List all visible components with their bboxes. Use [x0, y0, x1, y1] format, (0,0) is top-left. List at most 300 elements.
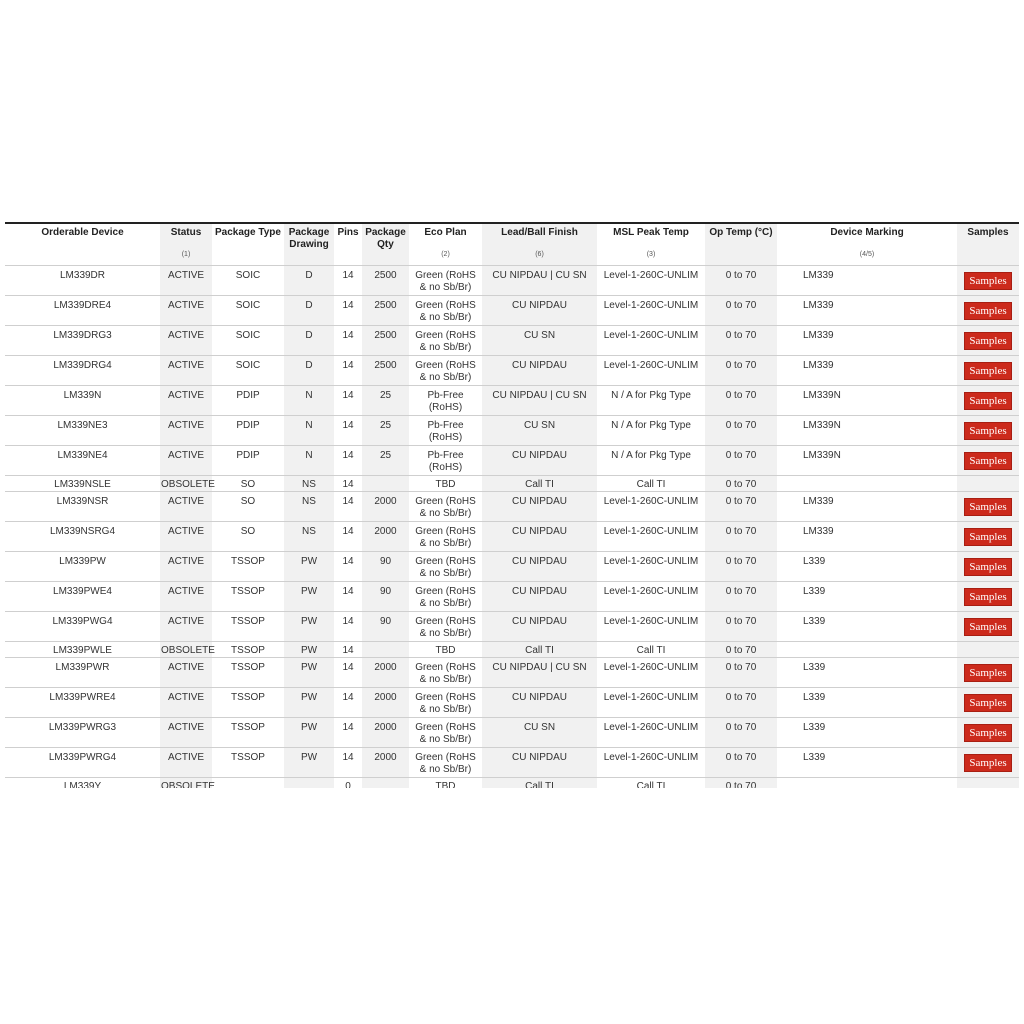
cell-package-drawing: PW: [284, 612, 334, 642]
cell-package-drawing: NS: [284, 492, 334, 522]
eco-plan-line-2: & no Sb/Br): [419, 764, 472, 775]
cell-op-temp: 0 to 70: [705, 416, 777, 446]
cell-pins: 14: [334, 658, 362, 688]
cell-msl-peak-temp: Level-1-260C-UNLIM: [597, 582, 705, 612]
cell-samples: [957, 658, 1019, 688]
cell-op-temp: 0 to 70: [705, 492, 777, 522]
table-row: [5, 386, 1019, 416]
cell-msl-peak-temp: Level-1-260C-UNLIM: [597, 326, 705, 356]
samples-button[interactable]: Samples: [964, 272, 1012, 290]
eco-plan-line-1: Green (RoHS: [415, 662, 476, 673]
cell-orderable-device: LM339Y: [5, 778, 160, 789]
cell-package-drawing: PW: [284, 688, 334, 718]
table-row: [5, 642, 1019, 658]
cell-samples: [957, 522, 1019, 552]
cell-package-qty: 25: [362, 446, 409, 476]
table-row: [5, 552, 1019, 582]
note-eco-plan: (2): [409, 251, 482, 266]
cell-package-drawing: N: [284, 386, 334, 416]
cell-orderable-device: LM339PWRG4: [5, 748, 160, 778]
eco-plan-line-1: Pb-Free: [427, 450, 464, 461]
cell-samples: [957, 612, 1019, 642]
cell-samples: [957, 266, 1019, 296]
cell-eco-plan: [409, 416, 482, 446]
cell-msl-peak-temp: N / A for Pkg Type: [597, 386, 705, 416]
table-row: [5, 778, 1019, 789]
cell-package-qty: 2000: [362, 718, 409, 748]
cell-package-drawing: [284, 778, 334, 789]
cell-samples: [957, 582, 1019, 612]
eco-plan-line-2: & no Sb/Br): [419, 598, 472, 609]
cell-status: ACTIVE: [160, 748, 212, 778]
cell-pins: 14: [334, 492, 362, 522]
cell-package-qty: 2500: [362, 356, 409, 386]
samples-button[interactable]: Samples: [964, 452, 1012, 470]
cell-lead-ball-finish: CU NIPDAU: [482, 748, 597, 778]
cell-package-drawing: D: [284, 356, 334, 386]
cell-package-qty: 2500: [362, 296, 409, 326]
cell-op-temp: 0 to 70: [705, 386, 777, 416]
cell-lead-ball-finish: Call TI: [482, 642, 597, 658]
samples-button[interactable]: Samples: [964, 528, 1012, 546]
cell-orderable-device: LM339DRG3: [5, 326, 160, 356]
cell-eco-plan: [409, 446, 482, 476]
cell-status: OBSOLETE: [160, 642, 212, 658]
cell-status: ACTIVE: [160, 356, 212, 386]
note-op-temp: [705, 251, 777, 266]
note-samples: [957, 251, 1019, 266]
eco-plan-line-2: & no Sb/Br): [419, 734, 472, 745]
note-device-marking: (4/5): [777, 251, 957, 266]
cell-status: ACTIVE: [160, 552, 212, 582]
header-samples: Samples: [957, 223, 1019, 251]
cell-package-drawing: D: [284, 296, 334, 326]
cell-device-marking: L339: [777, 748, 957, 778]
cell-lead-ball-finish: CU NIPDAU: [482, 582, 597, 612]
cell-pins: 14: [334, 522, 362, 552]
eco-plan-line-1: Green (RoHS: [415, 616, 476, 627]
cell-package-drawing: NS: [284, 522, 334, 552]
samples-button[interactable]: Samples: [964, 422, 1012, 440]
table-row: [5, 748, 1019, 778]
cell-msl-peak-temp: Level-1-260C-UNLIM: [597, 688, 705, 718]
cell-orderable-device: LM339NE3: [5, 416, 160, 446]
cell-eco-plan: [409, 778, 482, 789]
samples-button[interactable]: Samples: [964, 754, 1012, 772]
cell-device-marking: LM339N: [777, 386, 957, 416]
cell-lead-ball-finish: CU NIPDAU: [482, 612, 597, 642]
cell-orderable-device: LM339PWR: [5, 658, 160, 688]
table-body: [5, 266, 1019, 789]
cell-msl-peak-temp: Level-1-260C-UNLIM: [597, 296, 705, 326]
cell-samples: [957, 416, 1019, 446]
samples-button[interactable]: Samples: [964, 724, 1012, 742]
cell-op-temp: 0 to 70: [705, 326, 777, 356]
cell-op-temp: 0 to 70: [705, 476, 777, 492]
cell-package-type: TSSOP: [212, 688, 284, 718]
cell-package-qty: 90: [362, 552, 409, 582]
cell-package-drawing: PW: [284, 582, 334, 612]
note-pins: [334, 251, 362, 266]
cell-msl-peak-temp: Level-1-260C-UNLIM: [597, 658, 705, 688]
cell-device-marking: L339: [777, 612, 957, 642]
cell-lead-ball-finish: CU NIPDAU | CU SN: [482, 386, 597, 416]
header-device-marking: Device Marking: [830, 227, 904, 238]
cell-orderable-device: LM339DR: [5, 266, 160, 296]
samples-button[interactable]: Samples: [964, 694, 1012, 712]
cell-package-qty: [362, 642, 409, 658]
cell-status: OBSOLETE: [160, 778, 212, 789]
cell-pins: 14: [334, 356, 362, 386]
cell-msl-peak-temp: Level-1-260C-UNLIM: [597, 552, 705, 582]
cell-device-marking: LM339N: [777, 446, 957, 476]
cell-samples: [957, 446, 1019, 476]
cell-orderable-device: LM339NE4: [5, 446, 160, 476]
eco-plan-line-2: & no Sb/Br): [419, 312, 472, 323]
cell-package-drawing: N: [284, 446, 334, 476]
cell-lead-ball-finish: CU SN: [482, 718, 597, 748]
eco-plan-line-1: Green (RoHS: [415, 360, 476, 371]
eco-plan-line-2: & no Sb/Br): [419, 508, 472, 519]
cell-msl-peak-temp: N / A for Pkg Type: [597, 416, 705, 446]
eco-plan-line-1: Green (RoHS: [415, 692, 476, 703]
cell-package-qty: 25: [362, 416, 409, 446]
cell-package-drawing: PW: [284, 642, 334, 658]
eco-plan-line-1: Pb-Free: [427, 390, 464, 401]
cell-device-marking: LM339: [777, 326, 957, 356]
cell-eco-plan: [409, 612, 482, 642]
cell-device-marking: LM339: [777, 266, 957, 296]
note-package-qty: [362, 251, 409, 266]
cell-samples: [957, 356, 1019, 386]
note-orderable-device: [5, 251, 160, 266]
cell-package-type: PDIP: [212, 446, 284, 476]
cell-orderable-device: LM339DRE4: [5, 296, 160, 326]
table-row: [5, 416, 1019, 446]
cell-package-qty: [362, 476, 409, 492]
cell-pins: 14: [334, 386, 362, 416]
cell-samples: [957, 296, 1019, 326]
eco-plan-line-2: & no Sb/Br): [419, 628, 472, 639]
table-row: [5, 688, 1019, 718]
cell-lead-ball-finish: CU NIPDAU: [482, 552, 597, 582]
cell-pins: 14: [334, 552, 362, 582]
samples-button[interactable]: Samples: [964, 332, 1012, 350]
cell-op-temp: 0 to 70: [705, 266, 777, 296]
cell-orderable-device: LM339DRG4: [5, 356, 160, 386]
cell-samples: [957, 642, 1019, 658]
cell-op-temp: 0 to 70: [705, 356, 777, 386]
samples-button[interactable]: Samples: [964, 618, 1012, 636]
cell-lead-ball-finish: CU NIPDAU: [482, 688, 597, 718]
cell-eco-plan: [409, 492, 482, 522]
table-header-notes-row: [5, 251, 1019, 266]
cell-pins: 14: [334, 416, 362, 446]
header-eco-plan: Eco Plan: [424, 227, 467, 238]
cell-status: ACTIVE: [160, 416, 212, 446]
table-row: [5, 356, 1019, 386]
cell-eco-plan: [409, 658, 482, 688]
cell-device-marking: L339: [777, 582, 957, 612]
cell-samples: [957, 386, 1019, 416]
cell-orderable-device: LM339PWLE: [5, 642, 160, 658]
eco-plan-line-1: Pb-Free: [427, 420, 464, 431]
cell-msl-peak-temp: Level-1-260C-UNLIM: [597, 266, 705, 296]
samples-button[interactable]: Samples: [964, 588, 1012, 606]
eco-plan-line-2: (RoHS): [428, 462, 463, 473]
table-row: [5, 658, 1019, 688]
cell-package-qty: [362, 778, 409, 789]
cell-msl-peak-temp: Level-1-260C-UNLIM: [597, 356, 705, 386]
table-header-row: [5, 223, 1019, 251]
cell-op-temp: 0 to 70: [705, 296, 777, 326]
cell-package-qty: 2000: [362, 522, 409, 552]
samples-button[interactable]: Samples: [964, 498, 1012, 516]
cell-msl-peak-temp: Level-1-260C-UNLIM: [597, 522, 705, 552]
cell-status: ACTIVE: [160, 446, 212, 476]
header-package-drawing: Package Drawing: [284, 223, 334, 251]
cell-eco-plan: [409, 748, 482, 778]
eco-plan-line-1: Green (RoHS: [415, 722, 476, 733]
note-package-drawing: [284, 251, 334, 266]
cell-status: OBSOLETE: [160, 476, 212, 492]
cell-package-type: SO: [212, 522, 284, 552]
cell-orderable-device: LM339PW: [5, 552, 160, 582]
cell-eco-plan: [409, 688, 482, 718]
note-status: (1): [160, 251, 212, 266]
note-package-type: [212, 251, 284, 266]
cell-pins: 14: [334, 612, 362, 642]
cell-package-type: PDIP: [212, 416, 284, 446]
eco-plan-line-1: TBD: [435, 645, 456, 656]
cell-package-type: SOIC: [212, 266, 284, 296]
cell-package-qty: 2000: [362, 492, 409, 522]
cell-lead-ball-finish: CU NIPDAU | CU SN: [482, 266, 597, 296]
table-row: [5, 582, 1019, 612]
note-lead-ball-finish: (6): [482, 251, 597, 266]
header-status: Status: [160, 223, 212, 251]
cell-status: ACTIVE: [160, 658, 212, 688]
cell-msl-peak-temp: Level-1-260C-UNLIM: [597, 718, 705, 748]
cell-device-marking: LM339: [777, 492, 957, 522]
cell-eco-plan: [409, 642, 482, 658]
cell-package-type: TSSOP: [212, 582, 284, 612]
cell-orderable-device: LM339PWE4: [5, 582, 160, 612]
table-row: [5, 612, 1019, 642]
cell-samples: [957, 326, 1019, 356]
cell-device-marking: L339: [777, 658, 957, 688]
cell-orderable-device: LM339PWRE4: [5, 688, 160, 718]
cell-eco-plan: [409, 326, 482, 356]
eco-plan-line-1: Green (RoHS: [415, 526, 476, 537]
cell-package-qty: 2000: [362, 748, 409, 778]
cell-package-type: TSSOP: [212, 612, 284, 642]
cell-samples: [957, 688, 1019, 718]
header-lead-ball-finish: Lead/Ball Finish: [482, 223, 597, 251]
cell-orderable-device: LM339NSRG4: [5, 522, 160, 552]
cell-package-type: SOIC: [212, 296, 284, 326]
cell-eco-plan: [409, 266, 482, 296]
eco-plan-line-1: Green (RoHS: [415, 330, 476, 341]
cell-lead-ball-finish: CU SN: [482, 416, 597, 446]
cell-eco-plan: [409, 552, 482, 582]
cell-eco-plan: [409, 386, 482, 416]
eco-plan-line-1: Green (RoHS: [415, 752, 476, 763]
eco-plan-line-1: Green (RoHS: [415, 300, 476, 311]
cell-package-type: TSSOP: [212, 552, 284, 582]
header-package-qty: Package Qty: [362, 223, 409, 251]
cell-pins: 14: [334, 718, 362, 748]
cell-eco-plan: [409, 718, 482, 748]
cell-samples: [957, 552, 1019, 582]
cell-package-qty: 2000: [362, 688, 409, 718]
cell-eco-plan: [409, 476, 482, 492]
cell-orderable-device: LM339N: [5, 386, 160, 416]
cell-package-type: SOIC: [212, 326, 284, 356]
cell-lead-ball-finish: CU NIPDAU: [482, 446, 597, 476]
cell-op-temp: 0 to 70: [705, 582, 777, 612]
cell-lead-ball-finish: Call TI: [482, 778, 597, 789]
cell-package-qty: 90: [362, 582, 409, 612]
cell-lead-ball-finish: CU NIPDAU: [482, 522, 597, 552]
cell-pins: 14: [334, 688, 362, 718]
cell-lead-ball-finish: CU SN: [482, 326, 597, 356]
table-row: [5, 266, 1019, 296]
cell-device-marking: LM339N: [777, 416, 957, 446]
eco-plan-line-1: Green (RoHS: [415, 586, 476, 597]
eco-plan-line-2: & no Sb/Br): [419, 674, 472, 685]
eco-plan-line-2: & no Sb/Br): [419, 568, 472, 579]
cell-op-temp: 0 to 70: [705, 778, 777, 789]
cell-eco-plan: [409, 522, 482, 552]
table-row: [5, 326, 1019, 356]
cell-package-type: SO: [212, 492, 284, 522]
cell-package-drawing: PW: [284, 658, 334, 688]
samples-button[interactable]: Samples: [964, 362, 1012, 380]
cell-pins: 14: [334, 642, 362, 658]
cell-device-marking: LM339: [777, 296, 957, 326]
cell-orderable-device: LM339NSLE: [5, 476, 160, 492]
cell-device-marking: [777, 642, 957, 658]
cell-status: ACTIVE: [160, 492, 212, 522]
table-row: [5, 522, 1019, 552]
cell-op-temp: 0 to 70: [705, 642, 777, 658]
eco-plan-line-2: & no Sb/Br): [419, 282, 472, 293]
cell-op-temp: 0 to 70: [705, 522, 777, 552]
cell-pins: 0: [334, 778, 362, 789]
cell-package-type: TSSOP: [212, 642, 284, 658]
eco-plan-line-2: (RoHS): [428, 432, 463, 443]
header-msl-peak-temp: MSL Peak Temp: [613, 227, 689, 238]
cell-package-drawing: D: [284, 326, 334, 356]
cell-msl-peak-temp: Level-1-260C-UNLIM: [597, 612, 705, 642]
cell-package-qty: 90: [362, 612, 409, 642]
eco-plan-line-2: & no Sb/Br): [419, 372, 472, 383]
eco-plan-line-1: Green (RoHS: [415, 496, 476, 507]
cell-msl-peak-temp: N / A for Pkg Type: [597, 446, 705, 476]
cell-pins: 14: [334, 266, 362, 296]
cell-samples: [957, 748, 1019, 778]
cell-lead-ball-finish: CU NIPDAU: [482, 296, 597, 326]
cell-orderable-device: LM339PWRG3: [5, 718, 160, 748]
cell-msl-peak-temp: Call TI: [597, 642, 705, 658]
cell-device-marking: [777, 778, 957, 789]
cell-pins: 14: [334, 296, 362, 326]
cell-package-drawing: N: [284, 416, 334, 446]
cell-status: ACTIVE: [160, 612, 212, 642]
cell-package-type: TSSOP: [212, 658, 284, 688]
cell-package-type: SOIC: [212, 356, 284, 386]
cell-device-marking: LM339: [777, 522, 957, 552]
samples-button[interactable]: Samples: [964, 392, 1012, 410]
cell-samples: [957, 476, 1019, 492]
cell-status: ACTIVE: [160, 266, 212, 296]
cell-package-type: SO: [212, 476, 284, 492]
header-orderable-device: Orderable Device: [41, 227, 124, 238]
cell-status: ACTIVE: [160, 718, 212, 748]
cell-device-marking: L339: [777, 552, 957, 582]
eco-plan-line-2: & no Sb/Br): [419, 538, 472, 549]
cell-package-drawing: NS: [284, 476, 334, 492]
table-row: [5, 446, 1019, 476]
cell-op-temp: 0 to 70: [705, 446, 777, 476]
cell-op-temp: 0 to 70: [705, 552, 777, 582]
cell-package-type: PDIP: [212, 386, 284, 416]
cell-package-qty: 2000: [362, 658, 409, 688]
cell-device-marking: L339: [777, 688, 957, 718]
table-row: [5, 476, 1019, 492]
cell-device-marking: [777, 476, 957, 492]
cell-eco-plan: [409, 582, 482, 612]
cell-msl-peak-temp: Call TI: [597, 476, 705, 492]
cell-status: ACTIVE: [160, 326, 212, 356]
cell-package-drawing: PW: [284, 552, 334, 582]
cell-samples: [957, 718, 1019, 748]
cell-op-temp: 0 to 70: [705, 612, 777, 642]
cell-lead-ball-finish: CU NIPDAU | CU SN: [482, 658, 597, 688]
cell-msl-peak-temp: Level-1-260C-UNLIM: [597, 748, 705, 778]
cell-status: ACTIVE: [160, 522, 212, 552]
cell-op-temp: 0 to 70: [705, 658, 777, 688]
cell-eco-plan: [409, 356, 482, 386]
orderable-devices-table-container: [5, 222, 1019, 788]
cell-package-qty: 2500: [362, 266, 409, 296]
orderable-devices-table: [5, 222, 1019, 788]
table-row: [5, 718, 1019, 748]
cell-package-drawing: PW: [284, 718, 334, 748]
cell-msl-peak-temp: Level-1-260C-UNLIM: [597, 492, 705, 522]
table-row: [5, 296, 1019, 326]
eco-plan-line-1: TBD: [435, 781, 456, 788]
cell-orderable-device: LM339NSR: [5, 492, 160, 522]
cell-pins: 14: [334, 446, 362, 476]
cell-pins: 14: [334, 326, 362, 356]
cell-msl-peak-temp: Call TI: [597, 778, 705, 789]
eco-plan-line-1: Green (RoHS: [415, 270, 476, 281]
cell-status: ACTIVE: [160, 582, 212, 612]
header-pins: Pins: [337, 227, 359, 238]
samples-button[interactable]: Samples: [964, 302, 1012, 320]
cell-status: ACTIVE: [160, 688, 212, 718]
cell-device-marking: LM339: [777, 356, 957, 386]
samples-button[interactable]: Samples: [964, 558, 1012, 576]
cell-op-temp: 0 to 70: [705, 718, 777, 748]
samples-button[interactable]: Samples: [964, 664, 1012, 682]
cell-lead-ball-finish: CU NIPDAU: [482, 356, 597, 386]
note-msl-peak-temp: (3): [597, 251, 705, 266]
cell-samples: [957, 778, 1019, 789]
table-row: [5, 492, 1019, 522]
